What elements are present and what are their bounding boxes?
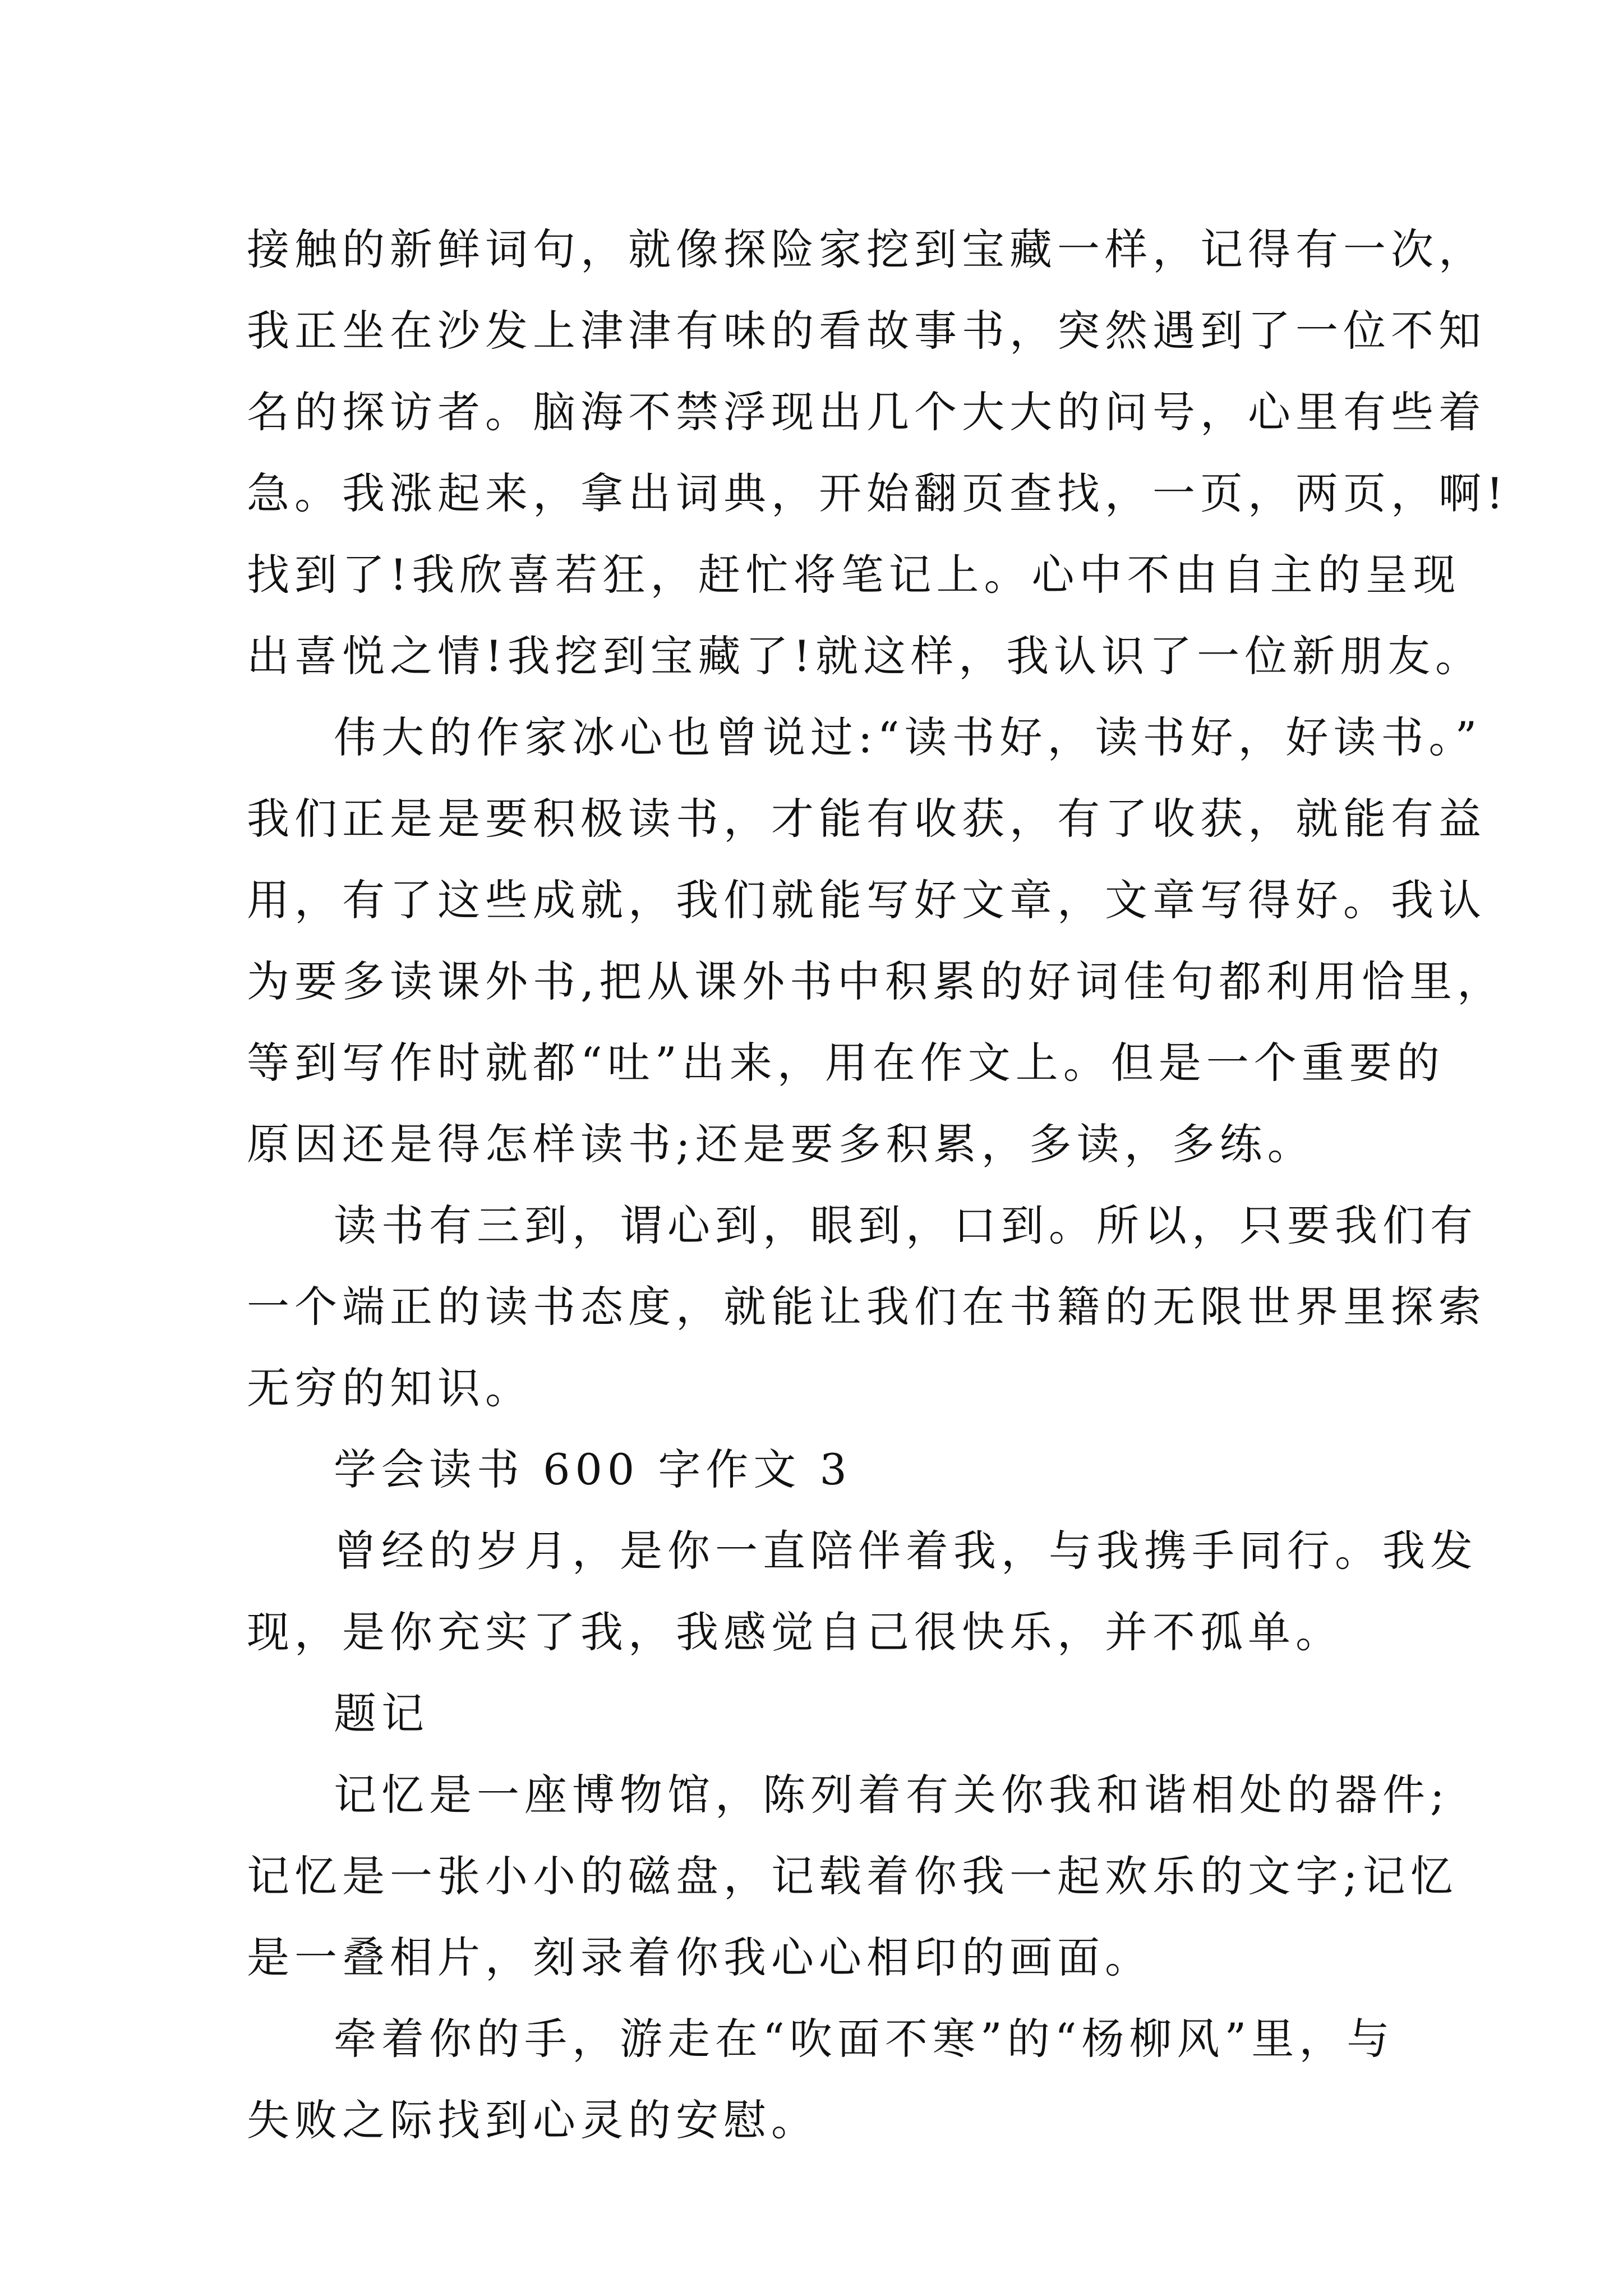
text-line: 名的探访者。脑海不禁浮现出几个大大的问号，心里有些着 bbox=[247, 387, 1486, 437]
text-line: 曾经的岁月，是你一直陪伴着我，与我携手同行。我发 bbox=[334, 1526, 1478, 1576]
text-line: 我们正是是要积极读书，才能有收获，有了收获，就能有益 bbox=[247, 794, 1486, 844]
text-line: 急。我涨起来，拿出词典，开始翻页查找，一页，两页，啊! bbox=[247, 468, 1509, 518]
text-line: 是一叠相片，刻录着你我心心相印的画面。 bbox=[247, 1932, 1152, 1982]
text-line: 题记 bbox=[334, 1688, 429, 1738]
text-line: 失败之际找到心灵的安慰。 bbox=[247, 2095, 819, 2145]
text-line: 原因还是得怎样读书;还是要多积累，多读，多练。 bbox=[247, 1119, 1315, 1169]
text-line: 我正坐在沙发上津津有味的看故事书，突然遇到了一位不知 bbox=[247, 306, 1486, 356]
text-line: 用，有了这些成就，我们就能写好文章，文章写得好。我认 bbox=[247, 875, 1486, 925]
text-line: 接触的新鲜词句，就像探险家挖到宝藏一样，记得有一次， bbox=[247, 224, 1486, 274]
text-line: 为要多读课外书,把从课外书中积累的好词佳句都利用恰里， bbox=[247, 956, 1505, 1006]
text-line: 找到了!我欣喜若狂，赶忙将笔记上。心中不由自主的呈现 bbox=[247, 550, 1461, 600]
text-line: 学会读书 600 字作文 3 bbox=[334, 1444, 852, 1494]
text-line: 等到写作时就都“吐”出来，用在作文上。但是一个重要的 bbox=[247, 1038, 1445, 1088]
text-line: 现，是你充实了我，我感觉自己很快乐，并不孤单。 bbox=[247, 1607, 1343, 1657]
text-line: 无穷的知识。 bbox=[247, 1363, 533, 1413]
text-line: 读书有三到，谓心到，眼到，口到。所以，只要我们有 bbox=[334, 1200, 1478, 1250]
text-line: 记忆是一张小小的磁盘，记载着你我一起欢乐的文字;记忆 bbox=[247, 1851, 1458, 1901]
document-body bbox=[247, 209, 1509, 2161]
text-line: 牵着你的手，游走在“吹面不寒”的“杨柳风”里，与 bbox=[334, 2014, 1395, 2064]
text-line: 一个端正的读书态度，就能让我们在书籍的无限世界里探索 bbox=[247, 1282, 1486, 1332]
text-line: 伟大的作家冰心也曾说过:“读书好，读书好，好读书。” bbox=[334, 712, 1482, 762]
text-line: 记忆是一座博物馆，陈列着有关你我和谐相处的器件; bbox=[334, 1770, 1450, 1820]
text-line: 出喜悦之情!我挖到宝藏了!就这样，我认识了一位新朋友。 bbox=[247, 631, 1483, 681]
